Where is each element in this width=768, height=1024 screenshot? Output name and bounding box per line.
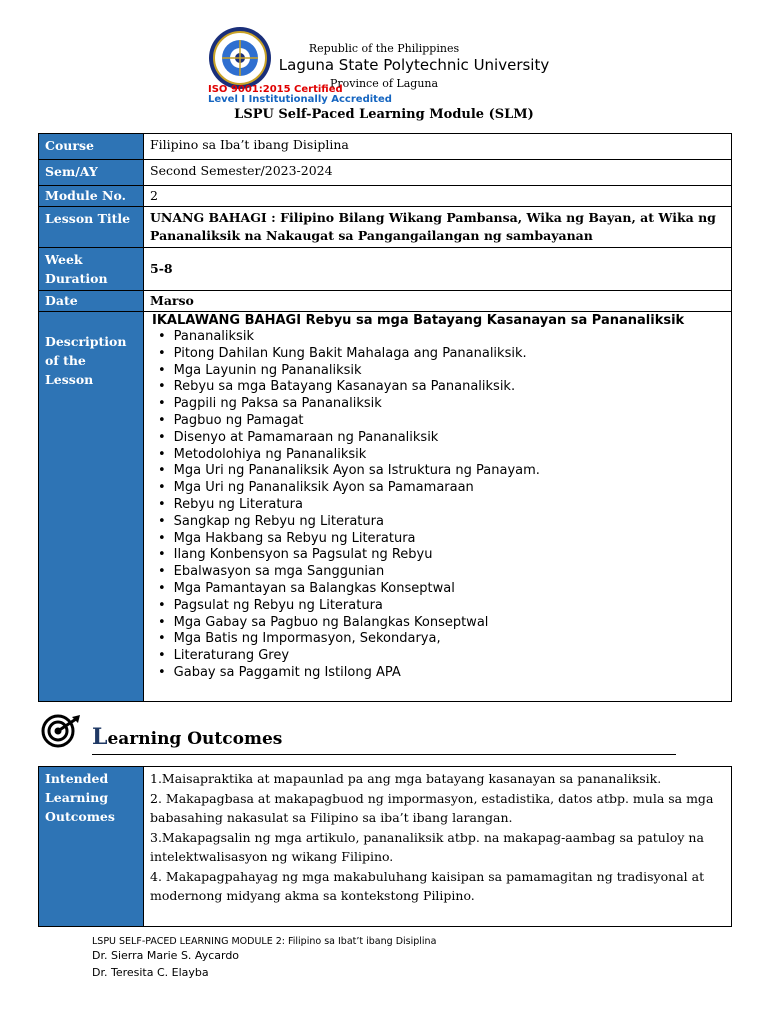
module-no-label: Module No. (39, 186, 144, 207)
outcome-item: 1.Maisapraktika at mapaunlad pa ang mga batayang kasanayan sa pananaliksik. (150, 771, 662, 786)
topic-item: • Mga Layunin ng Pananaliksik (158, 363, 725, 380)
course-value: Filipino sa Iba’t ibang Disiplina (144, 134, 732, 160)
lesson-title-value: UNANG BAHAGI : Filipino Bilang Wikang Pambansa, Wika ng Bayan, at Wika ng Pananaliksik na Nakaugat sa Pangangailangan ng sambayanan (144, 207, 732, 248)
outcome-item: 3.Makapagsalin ng mga artikulo, pananaliksik atbp. na makapag-aambag sa patuloy na intelektwalisasyon ng wikang Filipino. (150, 829, 704, 864)
topic-item: • Pagpili ng Paksa sa Pananaliksik (158, 396, 725, 413)
course-label: Course (39, 134, 144, 160)
outcomes-list (144, 767, 732, 927)
accreditation-text: Level I Institutionally Accredited (208, 94, 392, 105)
topic-item: • Ilang Konbensyon sa Pagsulat ng Rebyu (158, 547, 725, 564)
footer-module-line: LSPU SELF-PACED LEARNING MODULE 2: Filipino sa Ibat’t ibang Disiplina (92, 936, 437, 947)
course-info-table (38, 133, 732, 702)
intended-outcomes-label: Intended Learning Outcomes (39, 767, 144, 927)
date-value: Marso (144, 291, 732, 312)
outcome-item: 4. Makapagpahayag ng mga makabuluhang kaisipan sa pamamagitan ng tradisyonal at modernong midyang akma sa kontekstong Pilipino. (150, 868, 705, 903)
topic-item: • Ebalwasyon sa mga Sanggunian (158, 564, 725, 581)
topic-item: • Mga Hakbang sa Rebyu ng Literatura (158, 531, 725, 548)
topic-item: • Sangkap ng Rebyu ng Literatura (158, 514, 725, 531)
learning-outcomes-title (92, 724, 282, 750)
province-text: Province of Laguna (329, 77, 439, 90)
topic-item: • Disenyo at Pamamaraan ng Pananaliksik (158, 430, 725, 447)
topic-item: • Pagbuo ng Pamagat (158, 413, 725, 430)
description-heading: IKALAWANG BAHAGI Rebyu sa mga Batayang Kasanayan sa Pananaliksik (152, 313, 685, 328)
footer-author-1: Dr. Sierra Marie S. Aycardo (92, 949, 240, 962)
learning-outcomes-table (38, 766, 732, 927)
topic-item: • Mga Pamantayan sa Balangkas Konseptwal (158, 581, 725, 598)
topic-item: • Pitong Dahilan Kung Bakit Mahalaga ang Pananaliksik. (158, 346, 725, 363)
topic-list (150, 329, 725, 682)
footer-author-2: Dr. Teresita C. Elayba (92, 966, 209, 979)
semay-value: Second Semester/2023-2024 (144, 160, 732, 186)
heading-rule (92, 754, 676, 755)
week-duration-value: 5-8 (144, 248, 732, 291)
week-duration-label: Week Duration (39, 248, 144, 291)
title-cap-letter: L (92, 724, 108, 750)
topic-item: • Rebyu ng Literatura (158, 497, 725, 514)
republic-text: Republic of the Philippines (308, 42, 460, 55)
topic-item: • Mga Uri ng Pananaliksik Ayon sa Pamamaraan (158, 480, 725, 497)
module-no-value: 2 (144, 186, 732, 207)
topic-item: • Rebyu sa mga Batayang Kasanayan sa Pananaliksik. (158, 379, 725, 396)
topic-item: • Gabay sa Paggamit ng Istilong APA (158, 665, 725, 682)
semay-label: Sem/AY (39, 160, 144, 186)
topic-item: • Mga Gabay sa Pagbuo ng Balangkas Konseptwal (158, 615, 725, 632)
lesson-title-label: Lesson Title (39, 207, 144, 248)
topic-item: • Pananaliksik (158, 329, 725, 346)
topic-item: • Mga Batis ng Impormasyon, Sekondarya, (158, 631, 725, 648)
title-rest: earning Outcomes (107, 729, 283, 749)
target-icon (38, 713, 84, 749)
module-title: LSPU Self-Paced Learning Module (SLM) (234, 107, 534, 122)
university-name: Laguna State Polytechnic University (278, 56, 550, 74)
iso-certification: ISO 9001:2015 Certified (208, 84, 343, 95)
outcome-item: 2. Makapagbasa at makapagbuod ng impormasyon, estadistika, datos atbp. mula sa mga babasahing nakasulat sa Filipino sa iba’t ibang larangan. (150, 790, 714, 825)
topic-item: • Metodolohiya ng Pananaliksik (158, 447, 725, 464)
description-value (144, 312, 732, 702)
topic-item: • Pagsulat ng Rebyu ng Literatura (158, 598, 725, 615)
date-label: Date (39, 291, 144, 312)
description-label: Description of the Lesson (39, 312, 144, 702)
topic-item: • Mga Uri ng Pananaliksik Ayon sa Istruktura ng Panayam. (158, 463, 725, 480)
topic-item: • Literaturang Grey (158, 648, 725, 665)
